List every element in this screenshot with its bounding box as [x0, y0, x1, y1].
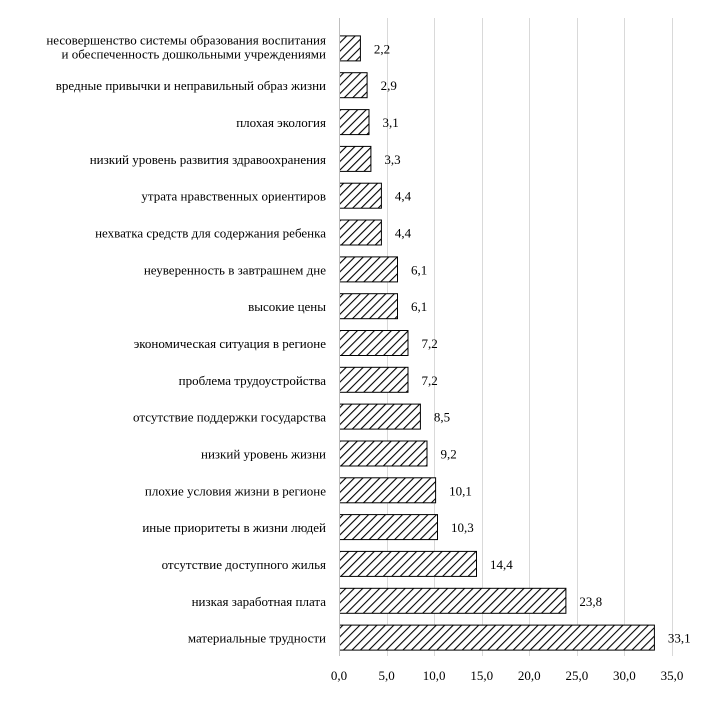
value-label: 2,2: [373, 41, 391, 57]
x-tick-label: 20,0: [517, 668, 541, 683]
bar: [340, 588, 566, 613]
category-label: проблема трудоустройства: [178, 372, 326, 388]
category-label: несовершенство системы образования воспитания: [46, 32, 326, 48]
bar: [340, 367, 409, 392]
value-label: 33,1: [667, 630, 691, 646]
value-label: 10,1: [449, 483, 472, 499]
value-label: 3,3: [384, 151, 401, 167]
value-label: 6,1: [411, 262, 428, 278]
bar: [340, 73, 368, 98]
bar: [340, 294, 398, 319]
category-label: плохая экология: [236, 115, 326, 131]
value-label: 2,9: [380, 78, 397, 94]
bar: [340, 515, 438, 540]
category-label: экономическая ситуация в регионе: [133, 336, 326, 351]
value-label: 7,2: [421, 372, 438, 388]
value-label: 6,1: [411, 299, 428, 315]
category-label: материальные трудности: [187, 630, 326, 646]
category-label: утрата нравственных ориентиров: [141, 188, 326, 204]
category-label: низкая заработная плата: [191, 593, 326, 609]
category-label: и обеспеченность дошкольными учреждениями: [61, 46, 326, 62]
bar: [340, 478, 436, 503]
value-label: 14,4: [490, 556, 513, 572]
bar: [340, 110, 370, 135]
category-label: отсутствие поддержки государства: [133, 409, 326, 425]
bar: [340, 551, 477, 576]
x-tick-label: 25,0: [565, 668, 589, 683]
x-tick-label: 35,0: [660, 668, 684, 683]
category-label: низкий уровень развития здравоохранения: [89, 151, 326, 167]
value-label: 9,2: [440, 446, 457, 462]
bar: [340, 183, 382, 208]
value-label: 23,8: [579, 593, 603, 609]
x-tick-label: 15,0: [470, 668, 494, 683]
category-label: низкий уровень жизни: [201, 446, 326, 462]
bar: [340, 404, 421, 429]
value-label: 3,1: [382, 115, 399, 131]
value-label: 10,3: [451, 520, 474, 536]
value-label: 8,5: [433, 409, 451, 425]
value-label: 4,4: [394, 188, 412, 204]
category-label: неуверенность в завтрашнем дне: [143, 262, 326, 278]
category-label: высокие цены: [248, 299, 326, 315]
bar: [340, 36, 361, 61]
bar: [340, 220, 382, 245]
value-label: 4,4: [394, 225, 412, 241]
category-label: плохие условия жизни в регионе: [144, 483, 326, 499]
bar: [340, 441, 428, 466]
category-label: нехватка средств для содержания ребенка: [95, 225, 326, 241]
category-label: иные приоритеты в жизни людей: [142, 520, 326, 536]
category-label: вредные привычки и неправильный образ жизни: [55, 78, 326, 94]
x-tick-label: 0,0: [330, 668, 348, 683]
x-tick-label: 10,0: [422, 668, 446, 683]
category-label: отсутствие доступного жилья: [161, 556, 326, 572]
x-tick-label: 5,0: [378, 668, 395, 683]
bar: [340, 625, 655, 650]
bar: [340, 146, 371, 171]
bar: [340, 331, 409, 356]
x-tick-label: 30,0: [613, 668, 636, 683]
value-label: 7,2: [421, 336, 438, 351]
bar: [340, 257, 398, 282]
